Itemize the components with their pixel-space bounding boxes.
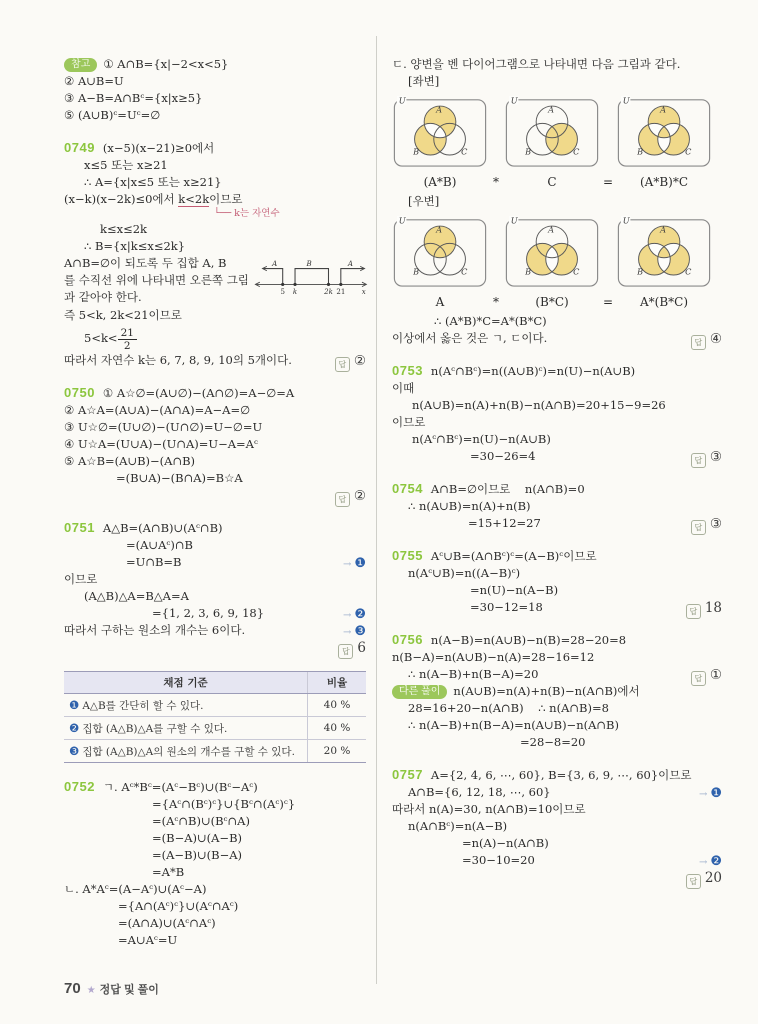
venn-label-u: U bbox=[622, 215, 630, 226]
figure-side-text bbox=[64, 255, 249, 306]
line-text: [우변] bbox=[408, 194, 440, 208]
math-line bbox=[64, 864, 366, 881]
annotated-underlined: k<2k bbox=[178, 192, 210, 206]
step-arrow-icon: → bbox=[342, 610, 352, 621]
math-line bbox=[64, 588, 366, 605]
math-line bbox=[64, 307, 366, 324]
math-line bbox=[64, 56, 366, 73]
grading-ratio-cell: 20 % bbox=[308, 740, 367, 763]
text-line: 를 수직선 위에 나타내면 오른쪽 그림 bbox=[64, 273, 249, 287]
venn-diagram-wrap bbox=[616, 213, 712, 294]
line-text: ={A∩(Aᶜ)ᶜ}∪(Aᶜ∩Aᶜ) bbox=[118, 899, 239, 913]
venn-caption-row bbox=[392, 295, 722, 309]
math-line bbox=[64, 519, 366, 537]
alt-solution-badge: 다른 풀이 bbox=[392, 685, 447, 699]
line-text: ⑤ (A∪B)ᶜ=Uᶜ=∅ bbox=[64, 108, 161, 122]
line-text: A∩B=∅이므로 n(A∩B)=0 bbox=[430, 482, 585, 496]
math-line bbox=[64, 622, 366, 639]
line-text: ∴ B={x|k≤x≤2k} bbox=[84, 239, 186, 253]
math-line bbox=[64, 174, 366, 191]
math-line bbox=[64, 470, 366, 487]
page-footer bbox=[64, 980, 159, 998]
problem-number: 0755 bbox=[392, 548, 423, 563]
math-line bbox=[392, 599, 722, 616]
line-text: ③ A−B=A∩Bᶜ={x|x≥5} bbox=[64, 91, 203, 105]
line-text: n(Aᶜ∩Bᶜ)=n(U)−n(A∪B) bbox=[412, 432, 551, 446]
line-text: n(A∪B)=n(A)+n(B)−n(A∩B)=20+15−9=26 bbox=[412, 398, 666, 412]
answer-box-icon: 답 bbox=[691, 453, 706, 468]
region-label: A bbox=[272, 258, 278, 268]
step-number: ❶ bbox=[69, 697, 80, 712]
venn-label-u: U bbox=[398, 215, 406, 226]
grading-table-row bbox=[64, 740, 366, 763]
line-text: 따라서 구하는 원소의 개수는 6이다. bbox=[64, 623, 246, 637]
criteria-text: 집합 (A△B)△A의 원소의 개수를 구할 수 있다. bbox=[82, 745, 295, 758]
line-text: 28=16+20−n(A∩B) ∴ n(A∩B)=8 bbox=[408, 701, 609, 715]
math-line bbox=[64, 419, 366, 436]
answer-value: ③ bbox=[709, 449, 722, 465]
line-text: [좌변] bbox=[408, 74, 440, 88]
venn-label-a: A bbox=[660, 104, 666, 115]
line-text: x≤5 또는 x≥21 bbox=[84, 158, 168, 172]
answer-box-icon: 답 bbox=[691, 671, 706, 686]
line-text: ⑤ A☆B=(A∪B)−(A∩B) bbox=[64, 454, 196, 468]
venn-diagram bbox=[504, 213, 600, 290]
step-number: ❸ bbox=[354, 624, 366, 639]
problem-number: 0749 bbox=[64, 140, 95, 155]
tick-label: 5 bbox=[280, 287, 285, 297]
math-line bbox=[64, 384, 366, 402]
line-text: ㄴ. A*Aᶜ=(A−Aᶜ)∪(Aᶜ−A) bbox=[64, 882, 207, 896]
page-number: 70 bbox=[64, 980, 81, 997]
venn-caption: = bbox=[602, 175, 614, 189]
note-block bbox=[64, 56, 366, 124]
region-label: A bbox=[347, 258, 353, 268]
answer-value: 6 bbox=[357, 640, 366, 656]
math-line bbox=[392, 734, 722, 751]
venn-label-c: C bbox=[685, 266, 692, 277]
criteria-text: A△B를 간단히 할 수 있다. bbox=[82, 699, 204, 712]
line-text: A△B=(A∩B)∪(Aᶜ∩B) bbox=[102, 521, 223, 535]
math-line bbox=[64, 487, 366, 504]
fraction bbox=[118, 327, 137, 352]
venn-label-a: A bbox=[436, 224, 442, 235]
problem-0753 bbox=[392, 362, 722, 465]
answer-marker bbox=[691, 449, 722, 468]
answer-marker bbox=[686, 870, 722, 889]
math-line bbox=[64, 813, 366, 830]
math-line bbox=[64, 639, 366, 656]
venn-label-b: B bbox=[525, 266, 532, 277]
math-line bbox=[64, 352, 366, 369]
number-line-figure bbox=[251, 257, 369, 303]
answer-value: ④ bbox=[709, 331, 722, 347]
math-line bbox=[392, 565, 722, 582]
problem-0755 bbox=[392, 547, 722, 616]
answer-marker bbox=[691, 331, 722, 350]
line-text: ㄷ. 양변을 벤 다이어그램으로 나타내면 다음 그림과 같다. bbox=[392, 57, 681, 71]
math-line bbox=[64, 915, 366, 932]
math-line bbox=[64, 898, 366, 915]
math-line bbox=[392, 480, 722, 498]
math-line bbox=[64, 73, 366, 90]
right-column bbox=[392, 56, 722, 964]
math-line bbox=[392, 852, 722, 869]
line-text: =30−12=18 bbox=[470, 600, 543, 614]
math-line bbox=[392, 380, 722, 397]
annotated-pre: (x−k)(x−2k)≤0에서 bbox=[64, 192, 179, 206]
line-text: =(B∪A)−(B∩A)=B☆A bbox=[116, 471, 243, 485]
problem-number: 0750 bbox=[64, 385, 95, 400]
step-arrow-icon: → bbox=[698, 789, 708, 800]
answer-box-icon: 답 bbox=[686, 874, 701, 889]
text-line: A∩B=∅이 되도록 두 집합 A, B bbox=[64, 256, 227, 270]
line-text: =30−26=4 bbox=[470, 449, 536, 463]
line-text: =n(A)−n(A∩B) bbox=[462, 836, 549, 850]
answer-box-icon: 답 bbox=[338, 644, 353, 659]
margin-note: └── k는 자연수 bbox=[214, 208, 280, 219]
answer-value: ② bbox=[353, 353, 366, 369]
venn-diagram-row bbox=[392, 93, 722, 174]
math-line bbox=[392, 784, 722, 801]
answer-marker bbox=[335, 353, 366, 372]
venn-diagram-wrap bbox=[392, 213, 488, 294]
line-text: ② A∪B=U bbox=[64, 74, 124, 88]
venn-label-c: C bbox=[573, 146, 580, 157]
line-text: ① A☆∅=(A∪∅)−(A∩∅)=A−∅=A bbox=[102, 386, 295, 400]
venn-label-c: C bbox=[461, 266, 468, 277]
answer-box-icon: 답 bbox=[335, 492, 350, 507]
answer-value: ② bbox=[353, 488, 366, 504]
line-text: ③ U☆∅=(U∪∅)−(U∩∅)=U−∅=U bbox=[64, 420, 263, 434]
line-text: ∴ n(A−B)+n(B−A)=20 bbox=[408, 667, 539, 681]
problem-0751 bbox=[64, 519, 366, 656]
venn-label-b: B bbox=[525, 146, 532, 157]
math-line bbox=[392, 869, 722, 886]
problem-number: 0753 bbox=[392, 363, 423, 378]
step-arrow-icon: → bbox=[342, 559, 352, 570]
step-number: ❸ bbox=[69, 743, 80, 758]
grading-ratio-header: 비율 bbox=[308, 672, 367, 694]
line-text: n(B−A)=n(A∪B)−n(A)=28−16=12 bbox=[392, 650, 595, 664]
math-line bbox=[392, 717, 722, 734]
problem-0756 bbox=[392, 631, 722, 751]
line-text: =A∪Aᶜ=U bbox=[118, 933, 178, 947]
math-line bbox=[64, 402, 366, 419]
line-text: ∴ A={x|x≤5 또는 x≥21} bbox=[84, 175, 222, 189]
answer-value: ③ bbox=[709, 516, 722, 532]
tick-label: k bbox=[292, 287, 298, 297]
math-line bbox=[64, 453, 366, 470]
venn-diagram-wrap bbox=[392, 93, 488, 174]
math-line bbox=[392, 818, 722, 835]
line-text: =(A∪Aᶜ)∩B bbox=[126, 538, 193, 552]
grading-table-row bbox=[64, 717, 366, 740]
math-line bbox=[392, 56, 722, 73]
problem-number: 0751 bbox=[64, 520, 95, 535]
venn-label-b: B bbox=[413, 146, 420, 157]
text-line: 과 같아야 한다. bbox=[64, 290, 142, 304]
venn-caption: (A*B) bbox=[423, 175, 457, 189]
step-number: ❶ bbox=[710, 786, 722, 801]
answer-value: 18 bbox=[704, 600, 722, 616]
math-line bbox=[64, 847, 366, 864]
problem-0757 bbox=[392, 766, 722, 886]
venn-label-a: A bbox=[548, 224, 554, 235]
venn-caption: * bbox=[493, 295, 499, 309]
line-text: 따라서 n(A)=30, n(A∩B)=10이므로 bbox=[392, 802, 586, 816]
venn-diagram-wrap bbox=[504, 213, 600, 294]
venn-caption: * bbox=[493, 175, 499, 189]
venn-diagram-row bbox=[392, 213, 722, 294]
problem-0750 bbox=[64, 384, 366, 504]
line-text: 이때 bbox=[392, 381, 415, 395]
venn-diagram bbox=[616, 93, 712, 170]
venn-label-u: U bbox=[398, 95, 406, 106]
math-line bbox=[64, 881, 366, 898]
venn-caption: (A*B)*C bbox=[639, 175, 689, 189]
fraction-pre: 5<k< bbox=[84, 331, 118, 345]
venn-caption: A bbox=[435, 295, 445, 309]
line-text: n(A−B)=n(A∪B)−n(B)=28−20=8 bbox=[430, 633, 627, 647]
line-text: =15+12=27 bbox=[468, 516, 541, 530]
answer-value: 20 bbox=[704, 870, 722, 886]
content-columns bbox=[64, 56, 722, 964]
grading-table-block bbox=[64, 671, 366, 763]
math-line bbox=[392, 448, 722, 465]
math-line bbox=[392, 547, 722, 565]
math-line bbox=[392, 515, 722, 532]
venn-caption: (B*C) bbox=[535, 295, 569, 309]
math-line bbox=[64, 796, 366, 813]
criteria-text: 집합 (A△B)△A를 구할 수 있다. bbox=[82, 722, 228, 735]
problem-0754 bbox=[392, 480, 722, 532]
tick-label: 2k bbox=[324, 287, 333, 297]
venn-caption: C bbox=[547, 175, 557, 189]
math-line bbox=[392, 582, 722, 599]
math-line bbox=[392, 700, 722, 717]
venn-diagram-wrap bbox=[504, 93, 600, 174]
answer-marker bbox=[691, 516, 722, 535]
step-number: ❷ bbox=[354, 607, 366, 622]
grading-ratio-cell: 40 % bbox=[308, 694, 367, 717]
venn-caption-row bbox=[392, 175, 722, 189]
answer-box-icon: 답 bbox=[691, 520, 706, 535]
grading-table bbox=[64, 671, 366, 763]
answer-marker bbox=[686, 600, 722, 619]
region-label: B bbox=[306, 258, 312, 268]
math-line bbox=[64, 537, 366, 554]
problem-block bbox=[392, 56, 722, 347]
math-line bbox=[392, 766, 722, 784]
math-line bbox=[392, 397, 722, 414]
line-text: n(Aᶜ∪B)=n((A−B)ᶜ) bbox=[408, 566, 521, 580]
math-line bbox=[64, 221, 366, 238]
math-line bbox=[64, 107, 366, 124]
line-text: =(Aᶜ∩B)∪(Bᶜ∩A) bbox=[152, 814, 250, 828]
grading-criteria-header: 채점 기준 bbox=[64, 672, 308, 694]
star-icon: ★ bbox=[86, 985, 96, 996]
math-line bbox=[64, 830, 366, 847]
math-line bbox=[392, 631, 722, 649]
step-arrow-icon: → bbox=[342, 627, 352, 638]
venn-diagram bbox=[616, 213, 712, 290]
math-line bbox=[64, 157, 366, 174]
line-text: =(B−A)∪(A−B) bbox=[152, 831, 243, 845]
venn-diagram bbox=[504, 93, 600, 170]
line-text: ∴ (A*B)*C=A*(B*C) bbox=[434, 314, 547, 328]
math-line bbox=[64, 554, 366, 571]
math-line bbox=[392, 498, 722, 515]
venn-label-b: B bbox=[637, 146, 644, 157]
line-text: =(A−B)∪(B−A) bbox=[152, 848, 243, 862]
math-line bbox=[392, 313, 722, 330]
annotated-line bbox=[64, 191, 366, 208]
step-number: ❷ bbox=[710, 854, 722, 869]
math-line bbox=[64, 324, 366, 352]
math-line bbox=[392, 73, 722, 90]
venn-label-u: U bbox=[622, 95, 630, 106]
venn-label-a: A bbox=[548, 104, 554, 115]
line-text: =30−10=20 bbox=[462, 853, 535, 867]
line-text: ∴ n(A−B)+n(B−A)=n(A∪B)−n(A∩B) bbox=[408, 718, 619, 732]
line-text: n(Aᶜ∩Bᶜ)=n((A∪B)ᶜ)=n(U)−n(A∪B) bbox=[430, 364, 636, 378]
math-line bbox=[64, 778, 366, 796]
math-line bbox=[392, 431, 722, 448]
axis-label: x bbox=[361, 287, 366, 297]
fraction-denominator: 2 bbox=[123, 339, 131, 352]
number-line-holder bbox=[251, 257, 369, 307]
line-text: 이므로 bbox=[64, 572, 98, 586]
math-line bbox=[64, 436, 366, 453]
problem-0749 bbox=[64, 139, 366, 369]
math-line bbox=[64, 139, 366, 157]
line-text: (A△B)△A=B△A=A bbox=[84, 589, 189, 603]
venn-label-c: C bbox=[685, 146, 692, 157]
line-text: 따라서 자연수 k는 6, 7, 8, 9, 10의 5개이다. bbox=[64, 353, 292, 367]
problem-number: 0756 bbox=[392, 632, 423, 647]
math-line bbox=[392, 666, 722, 683]
line-text: n(A∩Bᶜ)=n(A−B) bbox=[408, 819, 508, 833]
venn-caption: A*(B*C) bbox=[639, 295, 689, 309]
venn-label-b: B bbox=[413, 266, 420, 277]
answer-box-icon: 답 bbox=[335, 357, 350, 372]
venn-label-u: U bbox=[510, 215, 518, 226]
line-text: 이므로 bbox=[392, 415, 426, 429]
math-line bbox=[392, 414, 722, 431]
line-text: k≤x≤2k bbox=[100, 222, 148, 236]
step-number: ❶ bbox=[354, 556, 366, 571]
fraction-numerator: 21 bbox=[118, 327, 137, 340]
venn-diagram bbox=[392, 93, 488, 170]
math-line bbox=[392, 330, 722, 347]
math-line bbox=[392, 835, 722, 852]
grading-criteria-cell bbox=[64, 740, 308, 763]
left-column bbox=[64, 56, 366, 964]
answer-box-icon: 답 bbox=[691, 335, 706, 350]
math-line bbox=[64, 932, 366, 949]
problem-number: 0757 bbox=[392, 767, 423, 782]
venn-diagram-wrap bbox=[616, 93, 712, 174]
answer-marker bbox=[335, 488, 366, 507]
math-line bbox=[64, 571, 366, 588]
venn-label-c: C bbox=[461, 146, 468, 157]
line-text: =A*B bbox=[152, 865, 185, 879]
note-badge: 참고 bbox=[64, 58, 97, 72]
grading-table-header-row bbox=[64, 672, 366, 694]
venn-label-c: C bbox=[573, 266, 580, 277]
line-text: Aᶜ∪B=(A∩Bᶜ)ᶜ=(A−B)ᶜ이므로 bbox=[430, 549, 597, 563]
line-text: ② A☆A=(A∪A)−(A∩A)=A−A=∅ bbox=[64, 403, 251, 417]
line-text: ={1, 2, 3, 6, 9, 18} bbox=[152, 606, 265, 620]
problem-number: 0754 bbox=[392, 481, 423, 496]
tick-label: 21 bbox=[336, 287, 346, 297]
annotated-tail: 이므로 bbox=[209, 192, 243, 206]
math-line bbox=[392, 362, 722, 380]
line-text: ={Aᶜ∩(Bᶜ)ᶜ}∪{Bᶜ∩(Aᶜ)ᶜ} bbox=[152, 797, 296, 811]
grading-ratio-cell: 40 % bbox=[308, 717, 367, 740]
grading-criteria-cell bbox=[64, 717, 308, 740]
line-text: 즉 5<k, 2k<21이므로 bbox=[64, 308, 182, 322]
problem-0752 bbox=[64, 778, 366, 949]
line-text: 이상에서 옳은 것은 ㄱ, ㄷ이다. bbox=[392, 331, 548, 345]
answer-value: ① bbox=[709, 667, 722, 683]
line-text: n(A∪B)=n(A)+n(B)−n(A∩B)에서 bbox=[453, 684, 640, 698]
footer-label: 정답 및 풀이 bbox=[99, 984, 159, 996]
math-line bbox=[392, 649, 722, 666]
step-number: ❷ bbox=[69, 720, 80, 735]
line-text: A={2, 4, 6, ⋯, 60}, B={3, 6, 9, ⋯, 60}이므로 bbox=[430, 768, 692, 782]
line-text: =(A∩A)∪(Aᶜ∩Aᶜ) bbox=[118, 916, 216, 930]
line-text: =28−8=20 bbox=[520, 735, 586, 749]
math-line bbox=[64, 90, 366, 107]
step-arrow-icon: → bbox=[698, 857, 708, 868]
venn-caption: = bbox=[602, 295, 614, 309]
math-line bbox=[392, 193, 722, 210]
grading-criteria-cell bbox=[64, 694, 308, 717]
grading-table-row bbox=[64, 694, 366, 717]
line-text: ㄱ. Aᶜ*Bᶜ=(Aᶜ−Bᶜ)∪(Bᶜ−Aᶜ) bbox=[102, 780, 258, 794]
venn-label-b: B bbox=[637, 266, 644, 277]
line-text: (x−5)(x−21)≥0에서 bbox=[102, 141, 215, 155]
venn-diagram bbox=[392, 213, 488, 290]
answer-marker bbox=[338, 640, 366, 659]
line-text: ① A∩B={x|−2<x<5} bbox=[103, 57, 229, 71]
text-with-figure bbox=[64, 255, 366, 307]
answer-box-icon: 답 bbox=[686, 604, 701, 619]
line-text: A∩B={6, 12, 18, ⋯, 60} bbox=[408, 785, 551, 799]
math-line bbox=[64, 605, 366, 622]
line-text: =n(U)−n(A−B) bbox=[470, 583, 559, 597]
venn-label-a: A bbox=[436, 104, 442, 115]
venn-label-a: A bbox=[660, 224, 666, 235]
math-line bbox=[392, 683, 722, 700]
line-text: =U∩B=B bbox=[126, 555, 182, 569]
problem-number: 0752 bbox=[64, 779, 95, 794]
math-line bbox=[64, 238, 366, 255]
math-line bbox=[392, 801, 722, 818]
line-text: ④ U☆A=(U∪A)−(U∩A)=U−A=Aᶜ bbox=[64, 437, 258, 451]
line-text: ∴ n(A∪B)=n(A)+n(B) bbox=[408, 499, 531, 513]
venn-label-u: U bbox=[510, 95, 518, 106]
